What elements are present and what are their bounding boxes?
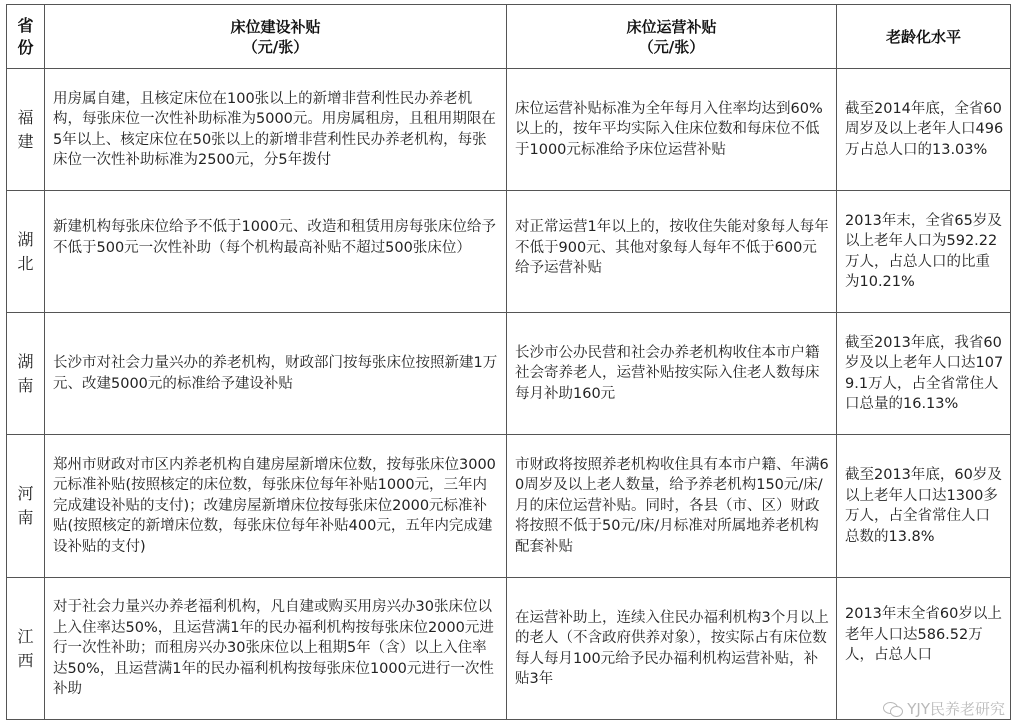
header-province [7,5,45,69]
aging-level-cell: 2013年末，全省65岁及以上老年人口为592.22万人，占总人口的比重为10.21% [837,191,1011,313]
province-name: 江西 [17,626,34,670]
header-province-label: 省份 [17,15,36,57]
aging-level-cell: 截至2013年底，60岁及以上老年人口达1300多万人，占全省常住人口总数的13.8% [837,435,1011,578]
table-row [7,313,1011,435]
aging-level-cell: 截至2014年底，全省60周岁及以上老年人口496万占总人口的13.03% [837,69,1011,191]
aging-level-cell: 截至2013年底，我省60岁及以上老年人口达1079.1万人，占全省常住人口总量的16.13% [837,313,1011,435]
table-row [7,435,1011,578]
province-name: 福建 [17,107,34,151]
operation-subsidy-cell: 床位运营补贴标准为全年每月入住率均达到60%以上的，按年平均实际入住床位数和每床位不低于1000元标准给予床位运营补贴 [507,69,837,191]
province-name: 湖北 [17,229,34,273]
construction-subsidy-cell: 长沙市对社会力量兴办的养老机构，财政部门按每张床位按照新建1万元、改建5000元的标准给予建设补贴 [45,313,507,435]
operation-subsidy-cell: 市财政将按照养老机构收住具有本市户籍、年满60周岁及以上老人数量，给予养老机构150元/床/月的床位运营补贴。同时，各县（市、区）财政将按照不低于50元/床/月标准对所属地养老机构配套补贴 [507,435,837,578]
header-construction-subsidy: 床位建设补贴 （元/张） [45,5,507,69]
province-name: 湖南 [17,351,34,395]
province-name: 河南 [17,484,34,527]
construction-subsidy-cell: 对于社会力量兴办养老福利机构，凡自建或购买用房兴办30张床位以上入住率达50%，且运营满1年的民办福利机构按每张床位2000元进行一次性补助；而租房兴办30张床位以上租期5年（含）以上入住率达50%，且运营满1年的民办福利机构按每张床位1000元进行一次性补助 [45,578,507,720]
watermark [883,698,1005,719]
watermark-text: YJY民养老研究 [907,700,1005,718]
province-cell [7,578,45,720]
table-row [7,191,1011,313]
header-aging-level: 老龄化水平 [837,5,1011,69]
operation-subsidy-cell: 长沙市公办民营和社会办养老机构收住本市户籍社会寄养老人，运营补贴按实际入住老人数每床每月补助160元 [507,313,837,435]
construction-subsidy-cell: 用房属自建，且核定床位在100张以上的新增非营利性民办养老机构，每张床位一次性补助标准为5000元。用房属租房，且租用期限在5年以上、核定床位在50张以上的新增非营利性民办养老机构，每张床位一次性补助标准为2500元，分5年拨付 [45,69,507,191]
table-row [7,69,1011,191]
header-operation-subsidy: 床位运营补贴 （元/张） [507,5,837,69]
province-cell [7,435,45,578]
subsidy-table [6,4,1011,720]
aging-level-cell: 2013年末全省60岁以上老年人口达586.52万人，占总人口 [837,578,1011,720]
table-row [7,578,1011,720]
wechat-icon [883,701,903,717]
province-cell [7,313,45,435]
header-row [7,5,1011,69]
operation-subsidy-cell: 在运营补助上，连续入住民办福利机构3个月以上的老人（不含政府供养对象），按实际占有床位数每人每月100元给予民办福利机构运营补贴，补贴3年 [507,578,837,720]
construction-subsidy-cell: 新建机构每张床位给予不低于1000元、改造和租赁用房每张床位给予不低于500元一次性补助（每个机构最高补贴不超过500张床位） [45,191,507,313]
province-cell [7,191,45,313]
province-cell [7,69,45,191]
operation-subsidy-cell: 对正常运营1年以上的，按收住失能对象每人每年不低于900元、其他对象每人每年不低于600元给予运营补贴 [507,191,837,313]
construction-subsidy-cell: 郑州市财政对市区内养老机构自建房屋新增床位数，按每张床位3000元标准补贴(按照核定的床位数，每张床位每年补贴1000元，三年内完成建设补贴的支付)；改建房屋新增床位按每张床位2000元标准补贴(按照核定的新增床位数，每张床位每年补贴400元，五年内完成建设补贴的支付) [45,435,507,578]
